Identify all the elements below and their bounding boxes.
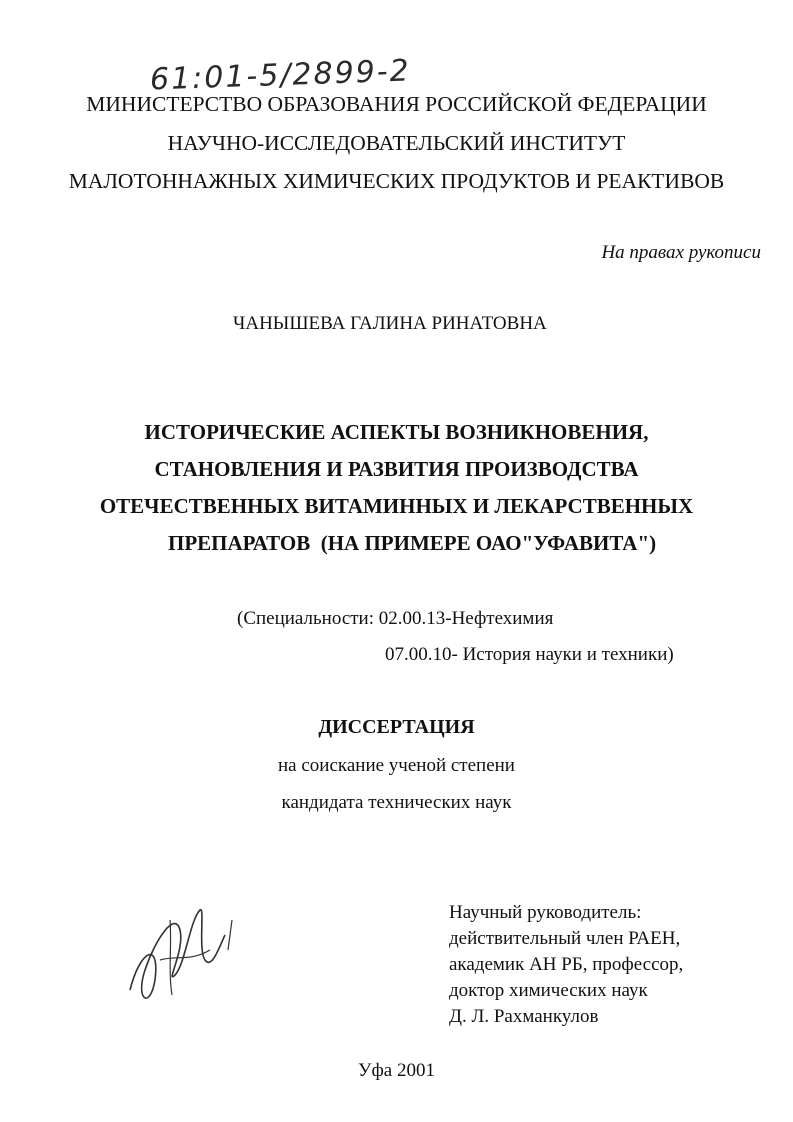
supervisor-line-2: действительный член РАЕН,: [449, 928, 681, 949]
specialties-line-2: 07.00.10- История науки и техники): [385, 644, 674, 665]
supervisor-line-4: доктор химических наук: [449, 980, 648, 1001]
supervisor-line-1: Научный руководитель:: [449, 902, 642, 923]
document-type: ДИССЕРТАЦИЯ: [318, 716, 475, 738]
institute-name-line2: МАЛОТОННАЖНЫХ ХИМИЧЕСКИХ ПРОДУКТОВ И РЕАКТИВОВ: [68, 169, 725, 193]
manuscript-note: На правах рукописи: [601, 242, 761, 263]
city-year: Уфа 2001: [358, 1060, 435, 1081]
supervisor-line-3: академик АН РБ, профессор,: [449, 954, 684, 975]
thesis-title-line-4: ПРЕПАРАТОВ (НА ПРИМЕРЕ ОАО"УФАВИТА"): [168, 531, 657, 555]
institute-name-line1: НАУЧНО-ИССЛЕДОВАТЕЛЬСКИЙ ИНСТИТУТ: [167, 131, 626, 155]
degree-line-1: на соискание ученой степени: [278, 755, 515, 776]
handwritten-archive-code: 61:01-5/2899-2: [149, 53, 412, 98]
ministry-name: МИНИСТЕРСТВО ОБРАЗОВАНИЯ РОССИЙСКОЙ ФЕДЕРАЦИИ: [86, 92, 707, 116]
author-name: ЧАНЫШЕВА ГАЛИНА РИНАТОВНА: [233, 313, 547, 334]
supervisor-signature: [120, 890, 240, 1020]
specialties-line-1: (Специальности: 02.00.13-Нефтехимия: [237, 608, 554, 629]
thesis-title-line-3: ОТЕЧЕСТВЕННЫХ ВИТАМИННЫХ И ЛЕКАРСТВЕННЫХ: [99, 494, 694, 518]
thesis-title-line-1: ИСТОРИЧЕСКИЕ АСПЕКТЫ ВОЗНИКНОВЕНИЯ,: [144, 420, 649, 444]
thesis-title-line-2: СТАНОВЛЕНИЯ И РАЗВИТИЯ ПРОИЗВОДСТВА: [154, 457, 639, 481]
degree-line-2: кандидата технических наук: [281, 792, 512, 813]
supervisor-name: Д. Л. Рахманкулов: [449, 1006, 599, 1027]
